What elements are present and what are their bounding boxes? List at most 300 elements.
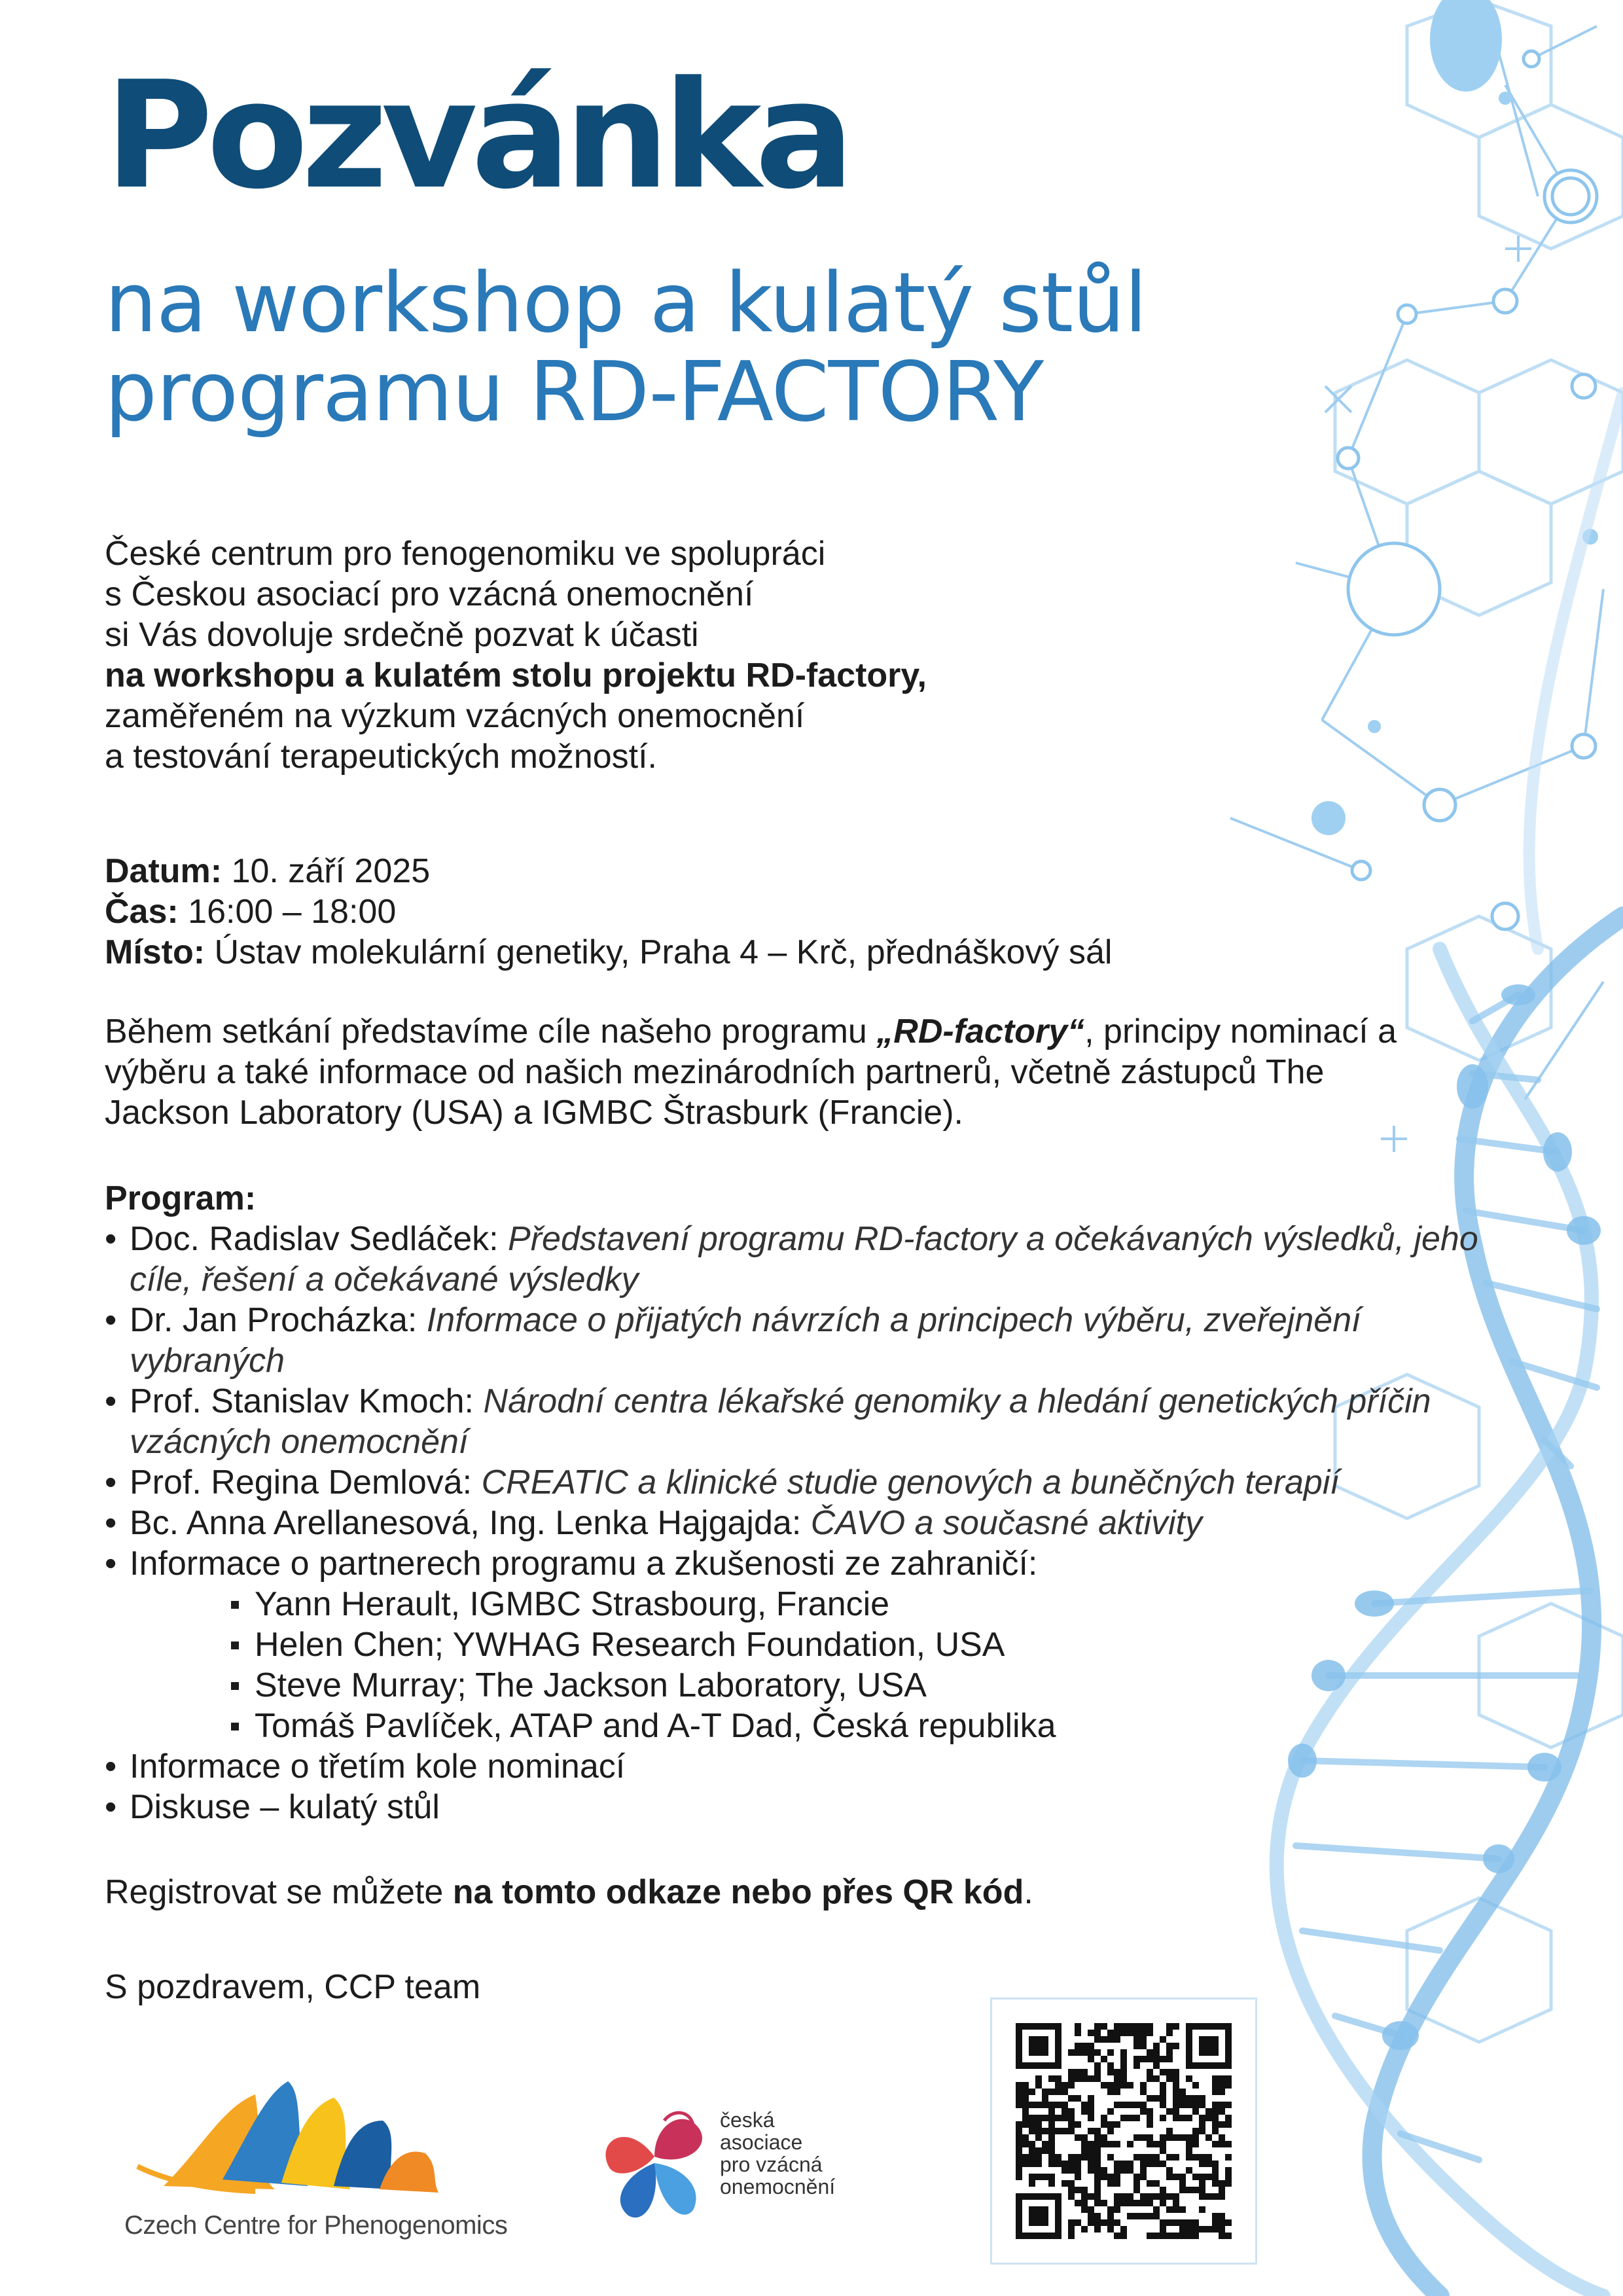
- qr-module: [1022, 2154, 1029, 2161]
- qr-module: [1120, 2161, 1127, 2167]
- subtitle: [105, 255, 1147, 440]
- qr-module: [1101, 2115, 1107, 2121]
- qr-module: [1219, 2180, 1225, 2187]
- qr-module: [1186, 2056, 1192, 2062]
- qr-module: [1173, 2115, 1179, 2121]
- talk-topic: Představení programu RD-factory a očekávaných výsledků, jeho: [508, 1220, 1478, 1258]
- qr-module: [1042, 2049, 1048, 2056]
- qr-module: [1029, 2180, 1035, 2187]
- qr-module: [1186, 2075, 1192, 2082]
- qr-module: [1166, 2128, 1173, 2134]
- qr-module: [1114, 2082, 1120, 2089]
- qr-module: [1107, 2030, 1114, 2036]
- qr-module: [1219, 2023, 1225, 2030]
- qr-module: [1094, 2161, 1101, 2167]
- qr-module: [1075, 2075, 1081, 2082]
- speaker: Dr. Jan Procházka:: [130, 1301, 427, 1339]
- qr-module: [1212, 2161, 1219, 2167]
- qr-module: [1061, 2180, 1068, 2187]
- qr-module: [1061, 2128, 1068, 2134]
- qr-module: [1219, 2233, 1225, 2239]
- qr-module: [1147, 2023, 1153, 2030]
- qr-module: [1088, 2030, 1094, 2036]
- qr-module: [1055, 2115, 1061, 2121]
- qr-module: [1173, 2075, 1179, 2082]
- qr-module: [1107, 2082, 1114, 2089]
- qr-module: [1173, 2082, 1179, 2089]
- qr-module: [1219, 2226, 1225, 2233]
- qr-module: [1173, 2233, 1179, 2239]
- qr-module: [1140, 2089, 1147, 2095]
- speaker: Bc. Anna Arellanesová, Ing. Lenka Hajgajda:: [130, 1504, 811, 1542]
- qr-module: [1219, 2102, 1225, 2108]
- qr-module: [1016, 2121, 1022, 2128]
- date-label: Datum:: [105, 852, 223, 890]
- qr-module: [1212, 2193, 1219, 2200]
- qr-module: [1016, 2134, 1022, 2141]
- qr-module: [1166, 2030, 1173, 2036]
- qr-module: [1081, 2134, 1088, 2141]
- qr-module: [1120, 2082, 1127, 2089]
- qr-module: [1101, 2167, 1107, 2174]
- qr-module: [1016, 2023, 1022, 2030]
- qr-module: [1120, 2049, 1127, 2056]
- qr-module: [1068, 2161, 1075, 2167]
- qr-module: [1212, 2128, 1219, 2134]
- qr-module: [1179, 2115, 1186, 2121]
- qr-module: [1101, 2134, 1107, 2141]
- qr-module: [1075, 2167, 1081, 2174]
- qr-module: [1061, 2082, 1068, 2089]
- qr-module: [1120, 2102, 1127, 2108]
- qr-module: [1029, 2121, 1035, 2128]
- qr-module: [1016, 2233, 1022, 2239]
- qr-module: [1068, 2095, 1075, 2102]
- qr-module: [1219, 2141, 1225, 2147]
- qr-module: [1055, 2154, 1061, 2161]
- qr-module: [1042, 2062, 1048, 2069]
- qr-module: [1107, 2069, 1114, 2075]
- time-label: Čas:: [105, 893, 179, 931]
- qr-module: [1055, 2036, 1061, 2043]
- qr-module: [1212, 2082, 1219, 2089]
- qr-module: [1035, 2121, 1042, 2128]
- date-row: [105, 851, 1112, 891]
- qr-module: [1114, 2174, 1120, 2180]
- qr-module: [1075, 2161, 1081, 2167]
- qr-module: [1199, 2023, 1205, 2030]
- qr-module: [1205, 2036, 1212, 2043]
- qr-module: [1219, 2108, 1225, 2115]
- qr-module: [1173, 2206, 1179, 2213]
- qr-module: [1225, 2115, 1232, 2121]
- qr-module: [1088, 2043, 1094, 2049]
- qr-module: [1068, 2233, 1075, 2239]
- qr-module: [1048, 2075, 1055, 2082]
- qr-module: [1179, 2174, 1186, 2180]
- intro-bold-text: na workshopu a kulatém stolu projektu RD-factory,: [105, 656, 927, 694]
- qr-module: [1075, 2030, 1081, 2036]
- qr-module: [1042, 2128, 1048, 2134]
- qr-module: [1219, 2193, 1225, 2200]
- talk-topic-cont: vzácných onemocnění: [130, 1423, 469, 1461]
- qr-module: [1199, 2095, 1205, 2102]
- ccp-logo-text: Czech Centre for Phenogenomics: [124, 2211, 508, 2240]
- qr-module: [1225, 2180, 1232, 2187]
- qr-module: [1192, 2134, 1199, 2141]
- qr-module: [1088, 2141, 1094, 2147]
- qr-module: [1055, 2193, 1061, 2200]
- qr-module: [1166, 2206, 1173, 2213]
- qr-module: [1153, 2062, 1160, 2069]
- qr-module: [1061, 2108, 1068, 2115]
- qr-module: [1068, 2082, 1075, 2089]
- qr-module: [1016, 2095, 1022, 2102]
- qr-module: [1153, 2213, 1160, 2219]
- qr-module: [1055, 2226, 1061, 2233]
- qr-module: [1186, 2219, 1192, 2226]
- qr-module: [1048, 2121, 1055, 2128]
- qr-module: [1088, 2206, 1094, 2213]
- qr-module: [1101, 2174, 1107, 2180]
- qr-module: [1075, 2069, 1081, 2075]
- qr-module: [1088, 2056, 1094, 2062]
- qr-module: [1173, 2174, 1179, 2180]
- qr-module: [1186, 2062, 1192, 2069]
- qr-module: [1133, 2036, 1140, 2043]
- qr-module: [1068, 2167, 1075, 2174]
- intro-line: si Vás dovoluje srdečně pozvat k účasti: [105, 616, 699, 654]
- qr-module: [1140, 2082, 1147, 2089]
- qr-module: [1075, 2174, 1081, 2180]
- qr-module: [1192, 2062, 1199, 2069]
- qr-module: [1075, 2200, 1081, 2206]
- qr-module: [1016, 2043, 1022, 2049]
- program-item: [105, 1219, 1479, 1300]
- qr-module: [1029, 2115, 1035, 2121]
- qr-module: [1055, 2219, 1061, 2226]
- qr-module: [1205, 2049, 1212, 2056]
- event-details: [105, 851, 1112, 973]
- qr-module: [1068, 2193, 1075, 2200]
- qr-module: [1068, 2049, 1075, 2056]
- qr-module: [1225, 2174, 1232, 2180]
- qr-module: [1219, 2187, 1225, 2193]
- qr-module: [1153, 2043, 1160, 2049]
- ccp-logo: [124, 2068, 508, 2240]
- qr-module: [1153, 2056, 1160, 2062]
- qr-module: [1160, 2069, 1166, 2075]
- qr-module: [1173, 2023, 1179, 2030]
- qr-module: [1225, 2036, 1232, 2043]
- qr-module: [1212, 2121, 1219, 2128]
- qr-module: [1179, 2095, 1186, 2102]
- qr-module: [1160, 2134, 1166, 2141]
- qr-module: [1179, 2233, 1186, 2239]
- qr-module: [1068, 2121, 1075, 2128]
- qr-module: [1192, 2187, 1199, 2193]
- program-item-text: Informace o partnerech programu a zkušenosti ze zahraničí:: [130, 1545, 1038, 1583]
- subtitle-line: programu RD-FACTORY: [105, 344, 1044, 440]
- partner-item: Yann Herault, IGMBC Strasbourg, Francie: [231, 1584, 1479, 1624]
- talk-topic-cont: vybraných: [130, 1342, 285, 1380]
- qr-module: [1042, 2193, 1048, 2200]
- qr-module: [1022, 2193, 1029, 2200]
- qr-module: [1081, 2108, 1088, 2115]
- qr-module: [1127, 2161, 1133, 2167]
- qr-code-graphic[interactable]: [992, 2000, 1255, 2263]
- program-list: [105, 1219, 1479, 1827]
- place-row: [105, 932, 1112, 973]
- qr-module: [1094, 2180, 1101, 2187]
- qr-module: [1127, 2200, 1133, 2206]
- place-label: Místo:: [105, 933, 205, 971]
- qr-module: [1075, 2049, 1081, 2056]
- qr-module: [1160, 2141, 1166, 2147]
- speaker: Doc. Radislav Sedláček:: [130, 1220, 508, 1258]
- qr-module: [1035, 2128, 1042, 2134]
- qr-module: [1055, 2023, 1061, 2030]
- qr-module: [1114, 2161, 1120, 2167]
- program-item: [105, 1787, 1479, 1827]
- qr-module: [1179, 2206, 1186, 2213]
- qr-module: [1029, 2128, 1035, 2134]
- qr-module: [1127, 2030, 1133, 2036]
- qr-module: [1042, 2174, 1048, 2180]
- qr-module: [1160, 2036, 1166, 2043]
- qr-module: [1192, 2023, 1199, 2030]
- qr-module: [1107, 2062, 1114, 2069]
- qr-module: [1048, 2174, 1055, 2180]
- qr-module: [1022, 2089, 1029, 2095]
- qr-module: [1055, 2200, 1061, 2206]
- qr-module: [1140, 2043, 1147, 2049]
- qr-module: [1133, 2115, 1140, 2121]
- qr-module: [1048, 2134, 1055, 2141]
- qr-module: [1029, 2213, 1035, 2219]
- qr-module: [1107, 2121, 1114, 2128]
- qr-module: [1029, 2206, 1035, 2213]
- qr-module: [1081, 2141, 1088, 2147]
- qr-module: [1140, 2174, 1147, 2180]
- qr-module: [1212, 2102, 1219, 2108]
- qr-module: [1199, 2193, 1205, 2200]
- qr-module: [1068, 2069, 1075, 2075]
- qr-module: [1094, 2134, 1101, 2141]
- qr-module: [1107, 2213, 1114, 2219]
- qr-module: [1212, 2089, 1219, 2095]
- qr-module: [1029, 2102, 1035, 2108]
- qr-module: [1140, 2213, 1147, 2219]
- qr-module: [1140, 2154, 1147, 2161]
- qr-module: [1081, 2069, 1088, 2075]
- qr-module: [1212, 2174, 1219, 2180]
- ccp-logo-graphic: [124, 2068, 491, 2206]
- qr-module: [1225, 2219, 1232, 2226]
- qr-module: [1199, 2206, 1205, 2213]
- qr-code[interactable]: [990, 1998, 1257, 2265]
- qr-module: [1186, 2233, 1192, 2239]
- qr-module: [1107, 2180, 1114, 2187]
- qr-module: [1035, 2036, 1042, 2043]
- qr-module: [1140, 2108, 1147, 2115]
- qr-module: [1101, 2219, 1107, 2226]
- date-value: 10. září 2025: [231, 852, 431, 890]
- qr-module: [1192, 2082, 1199, 2089]
- qr-module: [1016, 2062, 1022, 2069]
- qr-module: [1127, 2141, 1133, 2147]
- qr-module: [1088, 2193, 1094, 2200]
- qr-module: [1173, 2043, 1179, 2049]
- qr-module: [1179, 2089, 1186, 2095]
- qr-module: [1061, 2089, 1068, 2095]
- qr-module: [1035, 2154, 1042, 2161]
- description-line: výběru a také informace od našich mezinárodních partnerů, včetně zástupců The: [105, 1053, 1325, 1091]
- qr-module: [1225, 2075, 1232, 2082]
- qr-module: [1225, 2121, 1232, 2128]
- qr-module: [1022, 2233, 1029, 2239]
- qr-module: [1212, 2036, 1219, 2043]
- qr-module: [1120, 2193, 1127, 2200]
- qr-module: [1219, 2062, 1225, 2069]
- qr-module: [1094, 2023, 1101, 2030]
- program-heading-text: Program:: [105, 1179, 257, 1217]
- qr-module: [1094, 2030, 1101, 2036]
- qr-module: [1042, 2141, 1048, 2147]
- qr-module: [1042, 2206, 1048, 2213]
- qr-module: [1107, 2141, 1114, 2147]
- qr-module: [1225, 2167, 1232, 2174]
- qr-module: [1205, 2161, 1212, 2167]
- qr-module: [1160, 2082, 1166, 2089]
- qr-module: [1166, 2134, 1173, 2141]
- qr-module: [1114, 2121, 1120, 2128]
- qr-module: [1055, 2102, 1061, 2108]
- cavo-logo: [589, 2094, 877, 2225]
- qr-module: [1042, 2219, 1048, 2226]
- qr-module: [1199, 2036, 1205, 2043]
- qr-module: [1192, 2154, 1199, 2161]
- qr-module: [1016, 2219, 1022, 2226]
- qr-module: [1199, 2102, 1205, 2108]
- partner-list: [130, 1584, 1479, 1746]
- qr-module: [1016, 2128, 1022, 2134]
- qr-module: [1186, 2134, 1192, 2141]
- qr-module: [1225, 2154, 1232, 2161]
- qr-module: [1173, 2200, 1179, 2206]
- qr-module: [1016, 2082, 1022, 2089]
- qr-module: [1114, 2036, 1120, 2043]
- qr-module: [1081, 2200, 1088, 2206]
- qr-module: [1186, 2102, 1192, 2108]
- qr-module: [1114, 2069, 1120, 2075]
- program-item-text: Informace o třetím kole nominací: [130, 1748, 626, 1785]
- qr-module: [1016, 2141, 1022, 2147]
- qr-module: [1042, 2213, 1048, 2219]
- qr-module: [1153, 2141, 1160, 2147]
- qr-module: [1179, 2134, 1186, 2141]
- qr-module: [1120, 2226, 1127, 2233]
- qr-module: [1133, 2102, 1140, 2108]
- qr-module: [1133, 2030, 1140, 2036]
- qr-module: [1205, 2154, 1212, 2161]
- qr-module: [1212, 2141, 1219, 2147]
- intro-paragraph: [105, 533, 927, 777]
- qr-module: [1101, 2141, 1107, 2147]
- qr-module: [1048, 2102, 1055, 2108]
- qr-module: [1088, 2108, 1094, 2115]
- qr-module: [1140, 2056, 1147, 2062]
- description-text: , principy nominací a: [1084, 1013, 1397, 1050]
- qr-module: [1035, 2115, 1042, 2121]
- cavo-logo-text: [720, 2109, 835, 2198]
- qr-module: [1192, 2226, 1199, 2233]
- qr-module: [1016, 2161, 1022, 2167]
- qr-module: [1186, 2036, 1192, 2043]
- qr-module: [1219, 2121, 1225, 2128]
- qr-module: [1212, 2167, 1219, 2174]
- qr-module: [1107, 2049, 1114, 2056]
- qr-module: [1133, 2062, 1140, 2069]
- qr-module: [1107, 2219, 1114, 2226]
- qr-module: [1055, 2043, 1061, 2049]
- qr-module: [1088, 2154, 1094, 2161]
- qr-module: [1029, 2219, 1035, 2226]
- qr-module: [1219, 2213, 1225, 2219]
- qr-module: [1192, 2174, 1199, 2180]
- qr-module: [1199, 2226, 1205, 2233]
- qr-module: [1068, 2115, 1075, 2121]
- qr-module: [1153, 2154, 1160, 2161]
- qr-module: [1088, 2115, 1094, 2121]
- cavo-line: česká: [720, 2108, 775, 2132]
- qr-module: [1022, 2161, 1029, 2167]
- subtitle-line: na workshop a kulatý stůl: [105, 255, 1147, 351]
- qr-module: [1068, 2219, 1075, 2226]
- qr-module: [1016, 2049, 1022, 2056]
- qr-module: [1120, 2069, 1127, 2075]
- qr-module: [1094, 2167, 1101, 2174]
- qr-module: [1094, 2147, 1101, 2154]
- intro-line: a testování terapeutických možností.: [105, 738, 657, 776]
- qr-module: [1140, 2200, 1147, 2206]
- qr-module: [1042, 2036, 1048, 2043]
- qr-module: [1160, 2115, 1166, 2121]
- qr-module: [1186, 2043, 1192, 2049]
- qr-module: [1173, 2102, 1179, 2108]
- qr-module: [1212, 2023, 1219, 2030]
- qr-module: [1205, 2115, 1212, 2121]
- qr-module: [1186, 2187, 1192, 2193]
- qr-module: [1199, 2128, 1205, 2134]
- qr-module: [1016, 2089, 1022, 2095]
- qr-module: [1127, 2023, 1133, 2030]
- qr-module: [1160, 2200, 1166, 2206]
- qr-module: [1081, 2102, 1088, 2108]
- qr-module: [1225, 2056, 1232, 2062]
- qr-module: [1120, 2062, 1127, 2069]
- qr-module: [1094, 2062, 1101, 2069]
- qr-module: [1107, 2154, 1114, 2161]
- qr-module: [1114, 2141, 1120, 2147]
- qr-module: [1022, 2095, 1029, 2102]
- qr-module: [1166, 2075, 1173, 2082]
- qr-module: [1101, 2056, 1107, 2062]
- qr-module: [1186, 2049, 1192, 2056]
- registration-link[interactable]: na tomto odkaze nebo přes QR kód: [452, 1873, 1024, 1911]
- qr-module: [1212, 2108, 1219, 2115]
- qr-module: [1016, 2226, 1022, 2233]
